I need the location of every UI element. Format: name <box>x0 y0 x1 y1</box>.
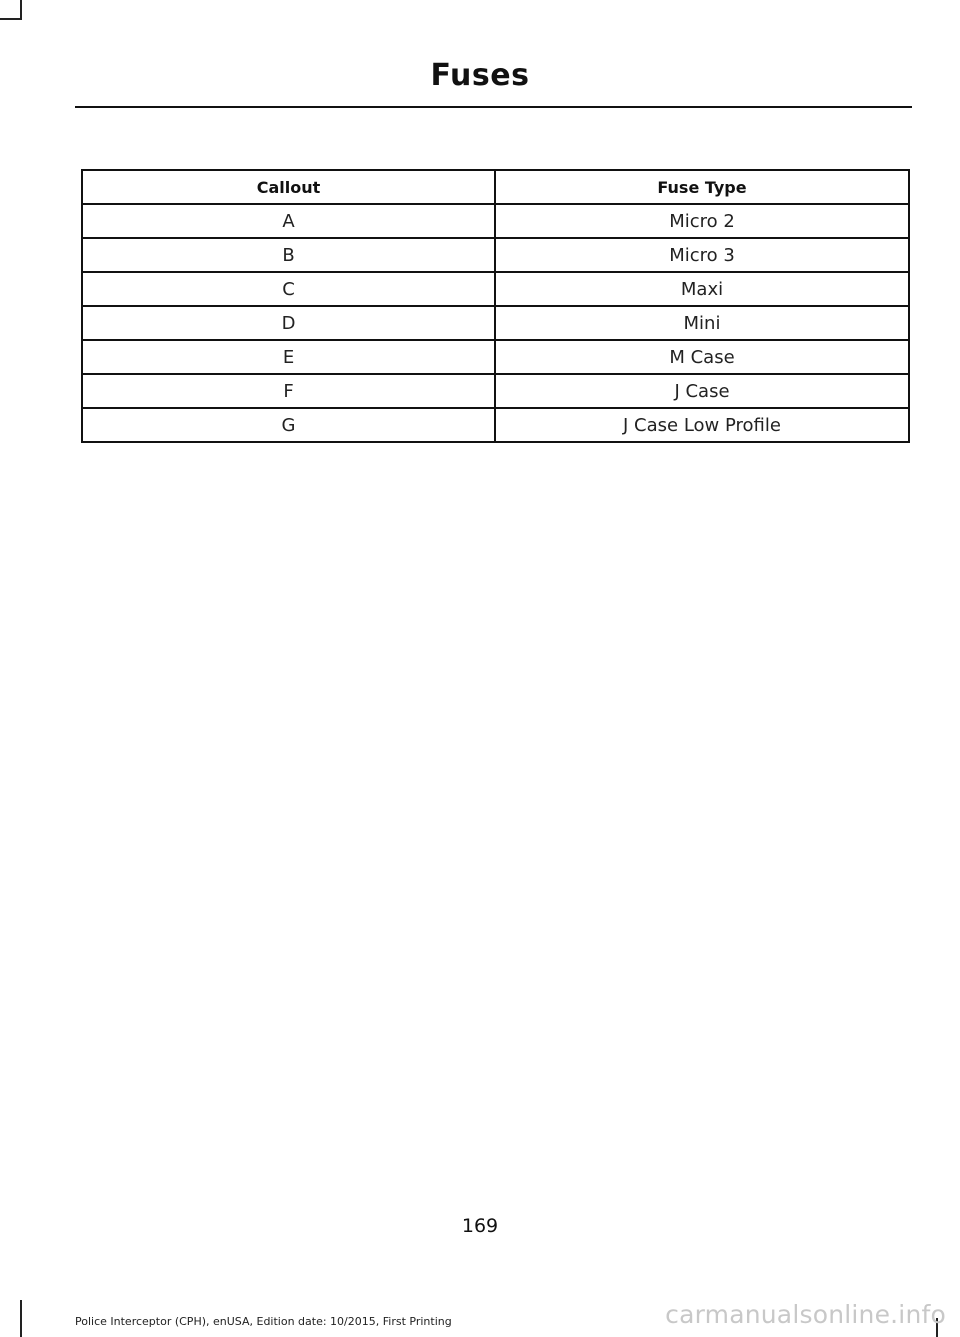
fuse-type-cell: Micro 3 <box>495 238 909 272</box>
callout-cell: A <box>82 204 495 238</box>
callout-cell: E <box>82 340 495 374</box>
callout-cell: C <box>82 272 495 306</box>
table-row <box>82 408 909 442</box>
table-header-row <box>82 170 909 204</box>
table-row <box>82 340 909 374</box>
callout-cell: B <box>82 238 495 272</box>
callout-cell: D <box>82 306 495 340</box>
table-row <box>82 204 909 238</box>
fuse-type-table <box>81 169 910 443</box>
callout-cell: G <box>82 408 495 442</box>
crop-mark <box>20 0 22 18</box>
fuse-type-cell: J Case Low Profile <box>495 408 909 442</box>
column-header-fuse-type: Fuse Type <box>495 170 909 204</box>
fuse-type-cell: Maxi <box>495 272 909 306</box>
table-row <box>82 374 909 408</box>
fuse-type-cell: M Case <box>495 340 909 374</box>
fuse-type-cell: Micro 2 <box>495 204 909 238</box>
table-row <box>82 272 909 306</box>
watermark: carmanualsonline.info <box>665 1300 946 1329</box>
fuse-type-cell: Mini <box>495 306 909 340</box>
fuse-type-cell: J Case <box>495 374 909 408</box>
edition-footer: Police Interceptor (CPH), enUSA, Edition date: 10/2015, First Printing <box>75 1315 452 1328</box>
crop-mark <box>20 1300 22 1337</box>
page-title: Fuses <box>430 58 530 93</box>
callout-cell: F <box>82 374 495 408</box>
table-row <box>82 238 909 272</box>
page-number: 169 <box>461 1215 499 1237</box>
column-header-callout: Callout <box>82 170 495 204</box>
table-row <box>82 306 909 340</box>
title-divider <box>75 106 912 108</box>
crop-mark <box>0 18 22 20</box>
